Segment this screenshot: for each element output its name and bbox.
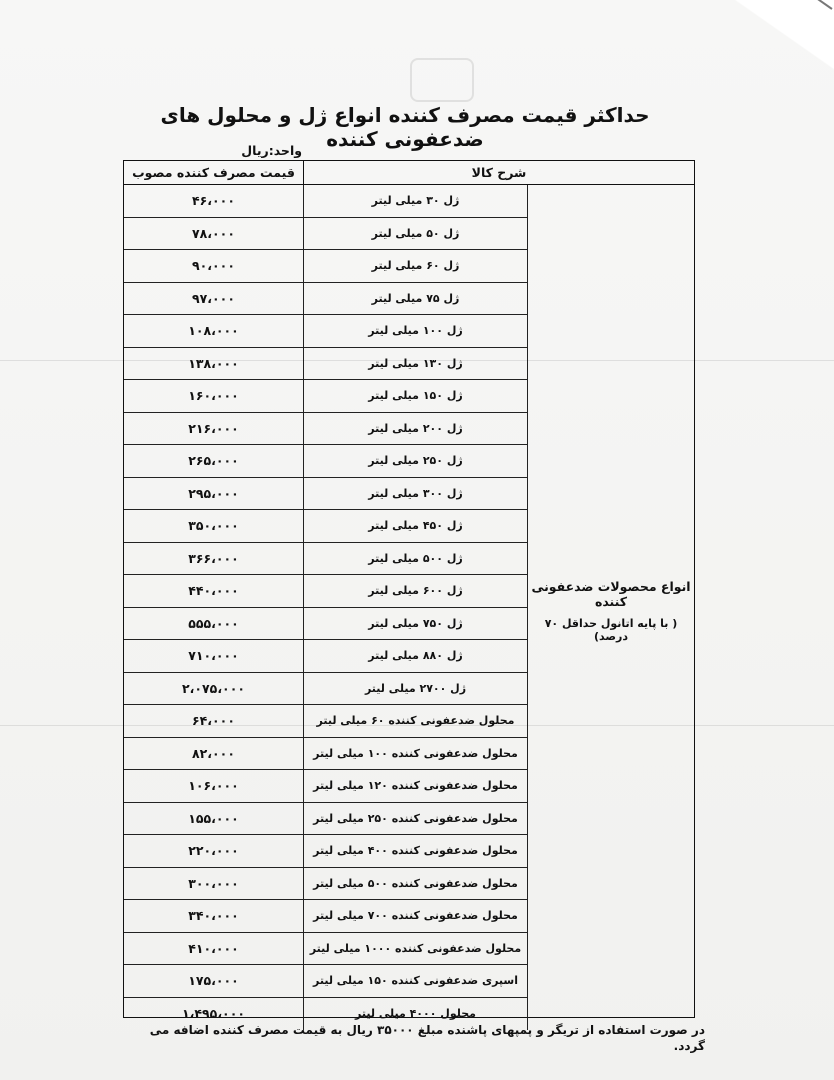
footnote: در صورت استفاده از تریگر و پمپهای پاشنده مبلغ ۳۵۰۰۰ ریال به قیمت مصرف کننده اضافه می گردد. [149,1023,705,1053]
table-row [124,868,528,901]
price-cell: ۱۰۶،۰۰۰ [124,770,304,802]
price-cell: ۹۷،۰۰۰ [124,283,304,315]
price-cell: ۲۶۵،۰۰۰ [124,445,304,477]
price-cell: ۳۵۰،۰۰۰ [124,510,304,542]
table-row [124,575,528,608]
item-cell: محلول ضدعفونی کننده ۱۰۰ میلی لیتر [304,738,528,770]
item-cell: محلول ضدعفونی کننده ۴۰۰ میلی لیتر [304,835,528,867]
price-cell: ۷۱۰،۰۰۰ [124,640,304,672]
item-cell: محلول ضدعفونی کننده ۲۵۰ میلی لیتر [304,803,528,835]
table-row [124,803,528,836]
table-row [124,738,528,771]
item-cell: ژل ۲۵۰ میلی لیتر [304,445,528,477]
table-row [124,218,528,251]
price-cell: ۱۷۵،۰۰۰ [124,965,304,997]
table-row [124,413,528,446]
table-row [124,608,528,641]
table-rows [124,185,528,1030]
header-description: شرح کالا [304,161,694,185]
item-cell: ژل ۳۰ میلی لیتر [304,185,528,217]
price-cell: ۴۶،۰۰۰ [124,185,304,217]
table-row [124,283,528,316]
price-cell: ۱۳۸،۰۰۰ [124,348,304,380]
price-cell: ۱۶۰،۰۰۰ [124,380,304,412]
price-cell: ۶۴،۰۰۰ [124,705,304,737]
item-cell: اسپری ضدعفونی کننده ۱۵۰ میلی لیتر [304,965,528,997]
table-row [124,250,528,283]
item-cell: ژل ۵۰۰ میلی لیتر [304,543,528,575]
table-row [124,185,528,218]
table-row [124,640,528,673]
price-cell: ۲۹۵،۰۰۰ [124,478,304,510]
item-cell: ژل ۷۵۰ میلی لیتر [304,608,528,640]
item-cell: محلول ضدعفونی کننده ۱۰۰۰ میلی لیتر [304,933,528,965]
item-cell: ژل ۸۸۰ میلی لیتر [304,640,528,672]
table-row [124,900,528,933]
item-cell: ژل ۷۵ میلی لیتر [304,283,528,315]
item-cell: محلول ضدعفونی کننده ۵۰۰ میلی لیتر [304,868,528,900]
price-cell: ۷۸،۰۰۰ [124,218,304,250]
table-row [124,965,528,998]
price-cell: ۱،۴۹۵،۰۰۰ [124,998,304,1031]
folded-corner [724,0,834,75]
document-title: حداکثر قیمت مصرف کننده انواع ژل و محلول های ضدعفونی کننده [160,103,650,151]
price-cell: ۱۰۸،۰۰۰ [124,315,304,347]
table-row [124,673,528,706]
table-row [124,835,528,868]
header-price: قیمت مصرف کننده مصوب [124,161,304,185]
item-cell: محلول ضدعفونی کننده ۷۰۰ میلی لیتر [304,900,528,932]
item-cell: ژل ۱۰۰ میلی لیتر [304,315,528,347]
table-row [124,543,528,576]
item-cell: ژل ۳۰۰ میلی لیتر [304,478,528,510]
item-cell: محلول ضدعفونی کننده ۱۲۰ میلی لیتر [304,770,528,802]
item-cell: ژل ۴۵۰ میلی لیتر [304,510,528,542]
item-cell: محلول ضدعفونی کننده ۶۰ میلی لیتر [304,705,528,737]
table-row [124,348,528,381]
group-subtitle: ( با پایه اتانول حداقل ۷۰ درصد) [544,617,678,643]
price-table [123,160,695,1021]
price-cell: ۸۲،۰۰۰ [124,738,304,770]
table-row [124,770,528,803]
price-cell: ۱۵۵،۰۰۰ [124,803,304,835]
price-cell: ۵۵۵،۰۰۰ [124,608,304,640]
item-cell: ژل ۶۰ میلی لیتر [304,250,528,282]
group-title: انواع محصولات ضدعفونی کننده [531,579,691,609]
table-row [124,933,528,966]
item-cell: ژل ۱۳۰ میلی لیتر [304,348,528,380]
item-cell: محلول ۴۰۰۰ میلی لیتر [304,998,528,1031]
price-cell: ۲،۰۷۵،۰۰۰ [124,673,304,705]
item-cell: ژل ۲۰۰ میلی لیتر [304,413,528,445]
item-cell: ژل ۲۷۰۰ میلی لیتر [304,673,528,705]
item-cell: ژل ۶۰۰ میلی لیتر [304,575,528,607]
table-row [124,478,528,511]
item-cell: ژل ۱۵۰ میلی لیتر [304,380,528,412]
product-group-label [528,579,694,643]
table-row [124,510,528,543]
price-cell: ۳۰۰،۰۰۰ [124,868,304,900]
price-cell: ۴۱۰،۰۰۰ [124,933,304,965]
price-cell: ۳۴۰،۰۰۰ [124,900,304,932]
unit-label: واحد:ریال [241,143,302,158]
table-row [124,445,528,478]
price-cell: ۲۱۶،۰۰۰ [124,413,304,445]
table-row [124,315,528,348]
table-row [124,380,528,413]
price-cell: ۴۴۰،۰۰۰ [124,575,304,607]
table-row [124,705,528,738]
faded-emblem [410,58,474,102]
price-cell: ۲۲۰،۰۰۰ [124,835,304,867]
item-cell: ژل ۵۰ میلی لیتر [304,218,528,250]
price-cell: ۳۶۶،۰۰۰ [124,543,304,575]
price-cell: ۹۰،۰۰۰ [124,250,304,282]
